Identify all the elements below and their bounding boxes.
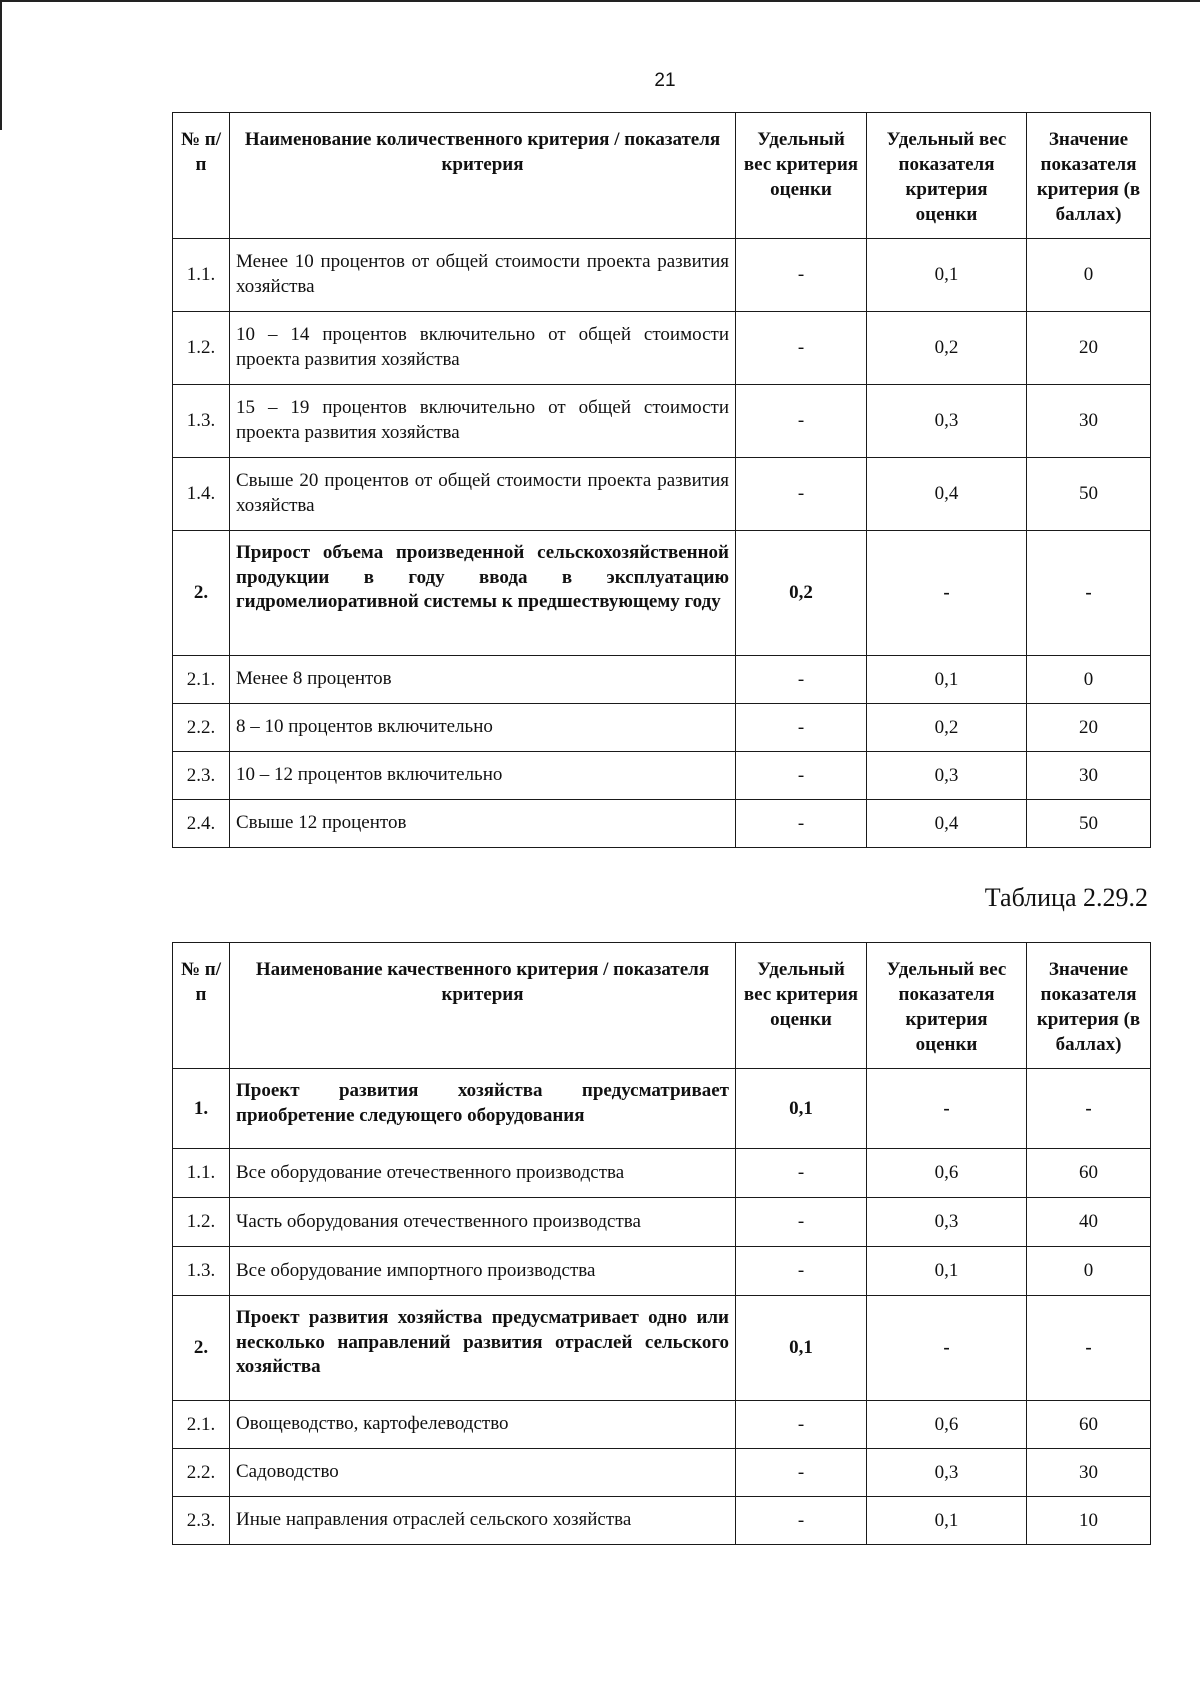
row-number: 2. bbox=[173, 531, 230, 656]
criterion-name: Менее 8 процентов bbox=[230, 656, 736, 704]
criterion-weight: - bbox=[736, 752, 867, 800]
indicator-value: 30 bbox=[1027, 752, 1151, 800]
criterion-weight: 0,2 bbox=[736, 531, 867, 656]
row-number: 1.1. bbox=[173, 1149, 230, 1198]
indicator-weight: 0,1 bbox=[867, 1497, 1027, 1545]
header-name: Наименование количественного критерия / показателя критерия bbox=[230, 113, 736, 239]
criterion-name: 15 – 19 процентов включительно от общей стоимости проекта развития хозяйства bbox=[230, 385, 736, 458]
table-row bbox=[173, 1198, 1151, 1247]
indicator-weight: 0,4 bbox=[867, 800, 1027, 848]
indicator-weight: 0,2 bbox=[867, 704, 1027, 752]
indicator-weight: - bbox=[867, 531, 1027, 656]
row-number: 2. bbox=[173, 1296, 230, 1401]
table-header-row bbox=[173, 943, 1151, 1069]
table-row bbox=[173, 800, 1151, 848]
indicator-value: - bbox=[1027, 1296, 1151, 1401]
table-caption: Таблица 2.29.2 bbox=[984, 883, 1148, 912]
indicator-value: 10 bbox=[1027, 1497, 1151, 1545]
criterion-weight: - bbox=[736, 385, 867, 458]
header-indicator-weight: Удельный вес показателя критерия оценки bbox=[867, 943, 1027, 1069]
row-number: 2.1. bbox=[173, 656, 230, 704]
criterion-name: Проект развития хозяйства предусматривает одно или несколько направлений развития отраслей сельского хозяйства bbox=[230, 1296, 736, 1401]
criterion-name: Свыше 12 процентов bbox=[230, 800, 736, 848]
indicator-weight: 0,1 bbox=[867, 239, 1027, 312]
indicator-weight: 0,3 bbox=[867, 385, 1027, 458]
indicator-value: 0 bbox=[1027, 239, 1151, 312]
criterion-weight: - bbox=[736, 1149, 867, 1198]
header-value: Значение показателя критерия (в баллах) bbox=[1027, 113, 1151, 239]
table-row bbox=[173, 1401, 1151, 1449]
row-number: 2.3. bbox=[173, 1497, 230, 1545]
table-row bbox=[173, 531, 1151, 656]
criterion-weight: - bbox=[736, 1198, 867, 1247]
indicator-value: 30 bbox=[1027, 385, 1151, 458]
header-weight: Удельный вес критерия оценки bbox=[736, 113, 867, 239]
criterion-name: Прирост объема произведенной сельскохозяйственной продукции в году ввода в эксплуатацию гидромелиоративной системы к предшествующему году bbox=[230, 531, 736, 656]
indicator-value: 30 bbox=[1027, 1449, 1151, 1497]
indicator-weight: 0,3 bbox=[867, 752, 1027, 800]
page-number: 21 bbox=[654, 70, 676, 91]
indicator-value: 60 bbox=[1027, 1149, 1151, 1198]
criterion-weight: - bbox=[736, 458, 867, 531]
row-number: 1. bbox=[173, 1069, 230, 1149]
criterion-name: Садоводство bbox=[230, 1449, 736, 1497]
row-number: 1.2. bbox=[173, 312, 230, 385]
indicator-value: - bbox=[1027, 531, 1151, 656]
indicator-value: 50 bbox=[1027, 800, 1151, 848]
table-row bbox=[173, 385, 1151, 458]
criterion-weight: - bbox=[736, 1401, 867, 1449]
header-weight: Удельный вес критерия оценки bbox=[736, 943, 867, 1069]
indicator-weight: - bbox=[867, 1069, 1027, 1149]
criterion-name: Свыше 20 процентов от общей стоимости проекта развития хозяйства bbox=[230, 458, 736, 531]
row-number: 2.4. bbox=[173, 800, 230, 848]
row-number: 1.3. bbox=[173, 1247, 230, 1296]
table-row bbox=[173, 1069, 1151, 1149]
table-row bbox=[173, 1247, 1151, 1296]
criterion-name: Все оборудование импортного производства bbox=[230, 1247, 736, 1296]
row-number: 2.1. bbox=[173, 1401, 230, 1449]
criterion-weight: - bbox=[736, 1497, 867, 1545]
indicator-value: 40 bbox=[1027, 1198, 1151, 1247]
header-indicator-weight: Удельный вес показателя критерия оценки bbox=[867, 113, 1027, 239]
table-row bbox=[173, 1296, 1151, 1401]
criterion-name: Менее 10 процентов от общей стоимости проекта развития хозяйства bbox=[230, 239, 736, 312]
criterion-name: Овощеводство, картофелеводство bbox=[230, 1401, 736, 1449]
indicator-value: - bbox=[1027, 1069, 1151, 1149]
header-num: № п/п bbox=[173, 113, 230, 239]
indicator-weight: 0,1 bbox=[867, 656, 1027, 704]
table-row bbox=[173, 656, 1151, 704]
table-row bbox=[173, 458, 1151, 531]
row-number: 1.1. bbox=[173, 239, 230, 312]
criterion-weight: - bbox=[736, 1449, 867, 1497]
table-row bbox=[173, 1497, 1151, 1545]
quantitative-criteria-table bbox=[172, 112, 1151, 848]
table-row bbox=[173, 1449, 1151, 1497]
table-row bbox=[173, 1149, 1151, 1198]
qualitative-criteria-table bbox=[172, 942, 1151, 1545]
table-row bbox=[173, 239, 1151, 312]
criterion-weight: - bbox=[736, 1247, 867, 1296]
indicator-value: 20 bbox=[1027, 312, 1151, 385]
table-row bbox=[173, 704, 1151, 752]
header-num: № п/п bbox=[173, 943, 230, 1069]
criterion-name: Часть оборудования отечественного производства bbox=[230, 1198, 736, 1247]
row-number: 2.3. bbox=[173, 752, 230, 800]
criterion-name: 8 – 10 процентов включительно bbox=[230, 704, 736, 752]
row-number: 2.2. bbox=[173, 1449, 230, 1497]
indicator-weight: 0,6 bbox=[867, 1401, 1027, 1449]
criterion-weight: 0,1 bbox=[736, 1069, 867, 1149]
criterion-weight: - bbox=[736, 656, 867, 704]
criterion-name: 10 – 12 процентов включительно bbox=[230, 752, 736, 800]
criterion-weight: - bbox=[736, 312, 867, 385]
criterion-name: Все оборудование отечественного производства bbox=[230, 1149, 736, 1198]
scan-edge-top bbox=[0, 0, 1200, 2]
indicator-weight: 0,3 bbox=[867, 1198, 1027, 1247]
indicator-weight: 0,6 bbox=[867, 1149, 1027, 1198]
indicator-value: 60 bbox=[1027, 1401, 1151, 1449]
header-value: Значение показателя критерия (в баллах) bbox=[1027, 943, 1151, 1069]
criterion-weight: 0,1 bbox=[736, 1296, 867, 1401]
indicator-weight: 0,1 bbox=[867, 1247, 1027, 1296]
criterion-name: 10 – 14 процентов включительно от общей стоимости проекта развития хозяйства bbox=[230, 312, 736, 385]
indicator-weight: 0,2 bbox=[867, 312, 1027, 385]
indicator-value: 0 bbox=[1027, 656, 1151, 704]
table-row bbox=[173, 312, 1151, 385]
criterion-weight: - bbox=[736, 704, 867, 752]
scan-edge-left bbox=[0, 0, 2, 130]
criterion-name: Проект развития хозяйства предусматривает приобретение следующего оборудования bbox=[230, 1069, 736, 1149]
criterion-weight: - bbox=[736, 800, 867, 848]
indicator-value: 0 bbox=[1027, 1247, 1151, 1296]
row-number: 1.4. bbox=[173, 458, 230, 531]
table-header-row bbox=[173, 113, 1151, 239]
indicator-value: 50 bbox=[1027, 458, 1151, 531]
indicator-weight: 0,3 bbox=[867, 1449, 1027, 1497]
indicator-weight: 0,4 bbox=[867, 458, 1027, 531]
criterion-weight: - bbox=[736, 239, 867, 312]
indicator-weight: - bbox=[867, 1296, 1027, 1401]
indicator-value: 20 bbox=[1027, 704, 1151, 752]
row-number: 1.2. bbox=[173, 1198, 230, 1247]
row-number: 1.3. bbox=[173, 385, 230, 458]
criterion-name: Иные направления отраслей сельского хозяйства bbox=[230, 1497, 736, 1545]
table-row bbox=[173, 752, 1151, 800]
row-number: 2.2. bbox=[173, 704, 230, 752]
header-name: Наименование качественного критерия / показателя критерия bbox=[230, 943, 736, 1069]
